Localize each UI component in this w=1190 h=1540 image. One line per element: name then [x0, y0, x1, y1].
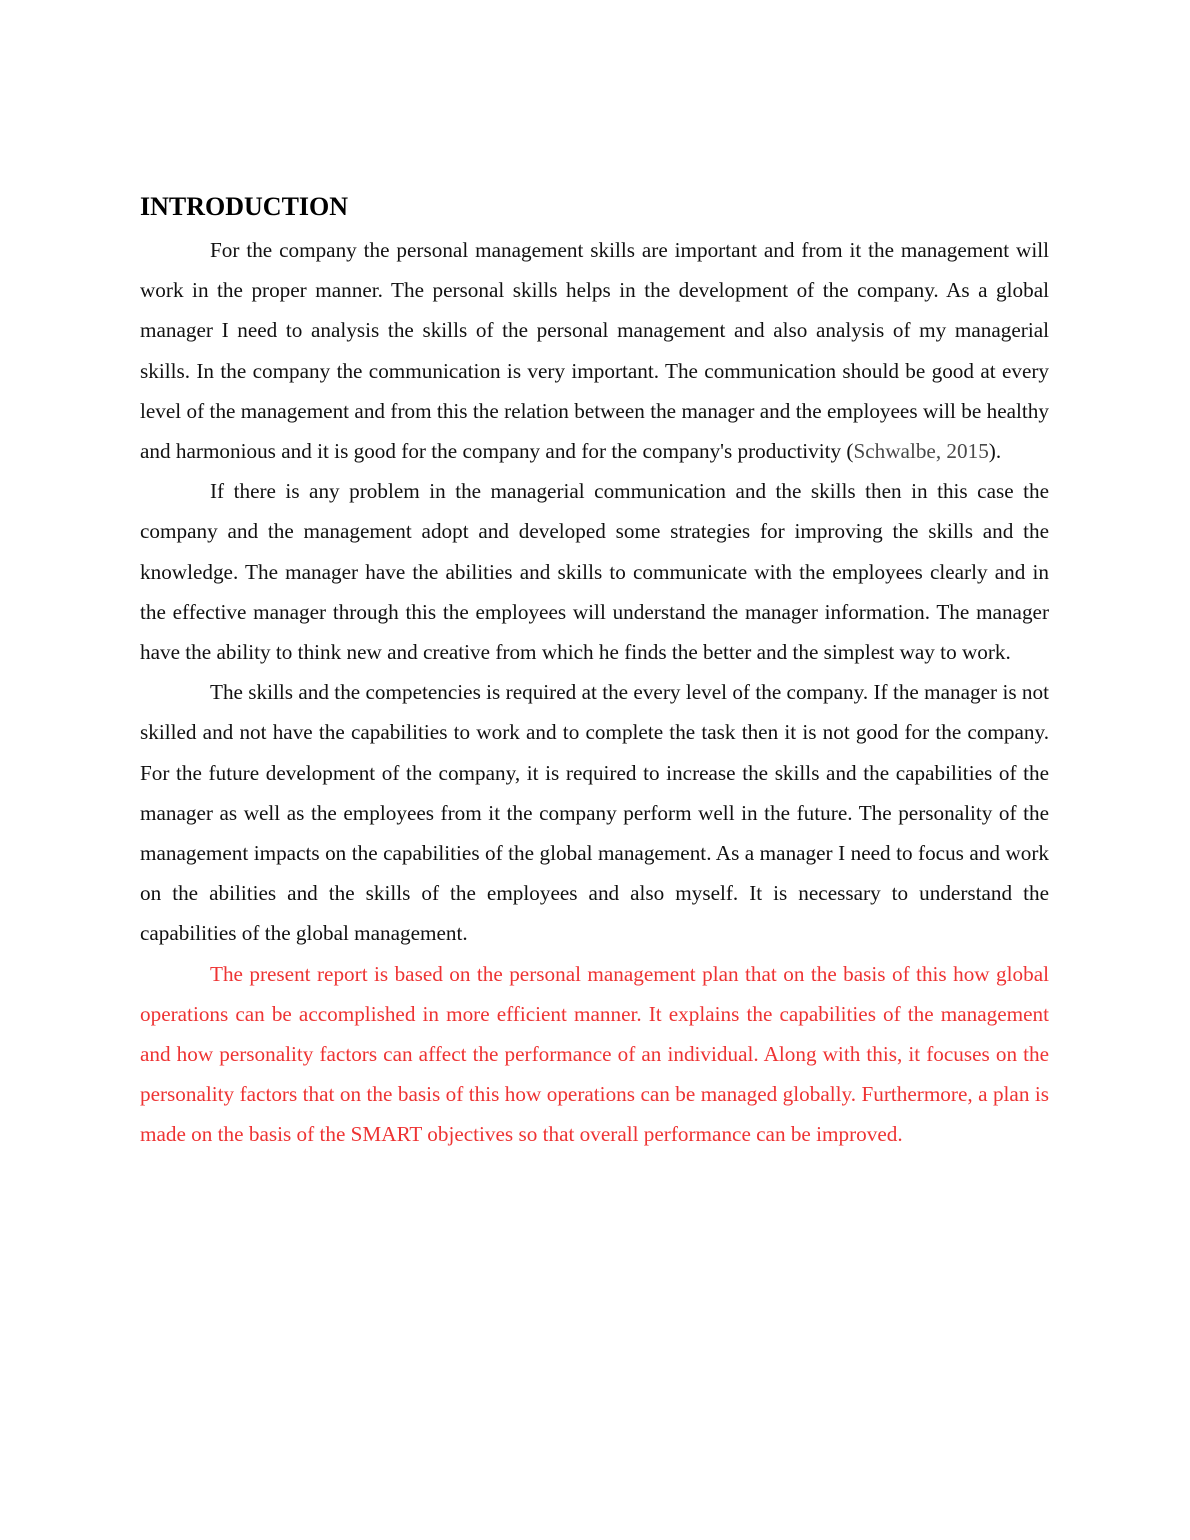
citation: Schwalbe, 2015: [853, 439, 989, 464]
paragraph-skills: The skills and the competencies is required at the every level of the company. If the manager is not skilled and not have the capabilities to work and to complete the task then it is not good for the company. For the future development of the company, it is required to increase the skills and the capabilities of the manager as well as the employees from it the company perform well in the future. The personality of the management impacts on the capabilities of the global management. As a manager I need to focus and work on the abilities and the skills of the employees and also myself. It is necessary to understand the capabilities of the global management.: [140, 680, 1049, 946]
citation-closing: ).: [988, 439, 1002, 464]
document-body: [140, 188, 1049, 1155]
paragraph-communication: If there is any problem in the managerial communication and the skills then in this case the company and the management adopt and developed some strategies for improving the skills and the knowledge. The manager have the abilities and skills to communicate with the employees clearly and in the effective manager through this the employees will understand the manager information. The manager have the ability to think new and creative from which he finds the better and the simplest way to work.: [140, 479, 1049, 665]
paragraph-intro: [140, 230, 1049, 471]
section-heading: INTRODUCTION: [140, 192, 349, 221]
paragraph-intro-text: For the company the personal management skills are important and from it the management will work in the proper manner. The personal skills helps in the development of the company. As a global manager I need to analysis the skills of the personal management and also analysis of my managerial skills. In the company the communication is very important. The communication should be good at every level of the management and from this the relation between the manager and the employees will be healthy and harmonious and it is good for the company and for the company's productivity (: [140, 238, 1049, 464]
paragraph-report-overview: The present report is based on the personal management plan that on the basis of this how global operations can be accomplished in more efficient manner. It explains the capabilities of the management and how personality factors can affect the performance of an individual. Along with this, it focuses on the personality factors that on the basis of this how operations can be managed globally. Furthermore, a plan is made on the basis of the SMART objectives so that overall performance can be improved.: [140, 961, 1049, 1147]
